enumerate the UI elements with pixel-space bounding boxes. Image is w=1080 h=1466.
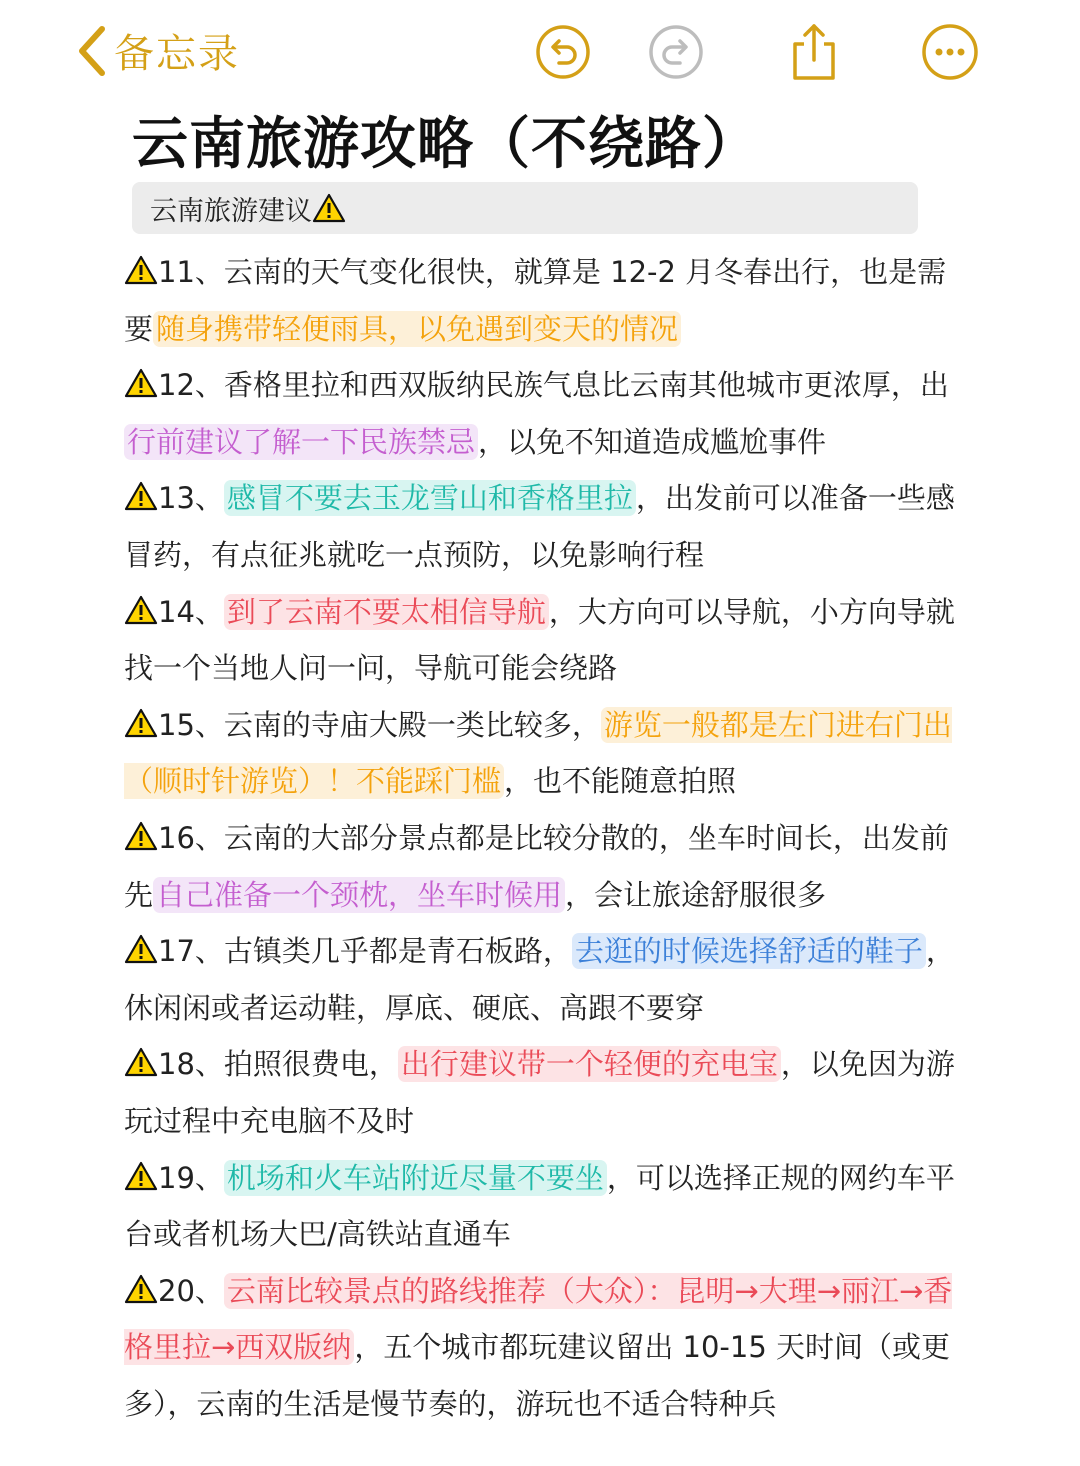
tip-highlight: 自己准备一个颈枕，坐车时候用 — [153, 877, 565, 913]
share-icon — [785, 20, 843, 84]
back-button[interactable] — [74, 22, 240, 79]
tip-item — [124, 357, 964, 470]
more-button[interactable] — [920, 22, 980, 82]
more-icon — [920, 22, 980, 82]
tip-item — [124, 810, 964, 923]
tip-text: 12、香格里拉和西双版纳民族气息比云南其他城市更浓厚，出 — [158, 368, 949, 403]
tip-text: ，休闲闲或者运动鞋，厚底、硬底、高跟不要穿 — [124, 934, 955, 1025]
tip-text: ，五个城市都玩建议留出 10-15 天时间（或更多），云南的生活是慢节奏的，游玩也不适合特种兵 — [124, 1330, 951, 1421]
tip-text: 17、古镇类几乎都是青石板路， — [158, 934, 572, 969]
tip-text: 20、 — [158, 1273, 224, 1308]
tip-text: 16、云南的大部分景点都是比较分散的，坐车时间长，出发前先 — [124, 820, 949, 912]
warning-icon — [312, 193, 346, 223]
tip-text: ，出发前可以准备一些感冒药，有点征兆就吃一点预防，以免影响行程 — [124, 481, 955, 572]
warning-icon — [124, 368, 158, 398]
undo-icon — [534, 23, 592, 81]
top-toolbar — [0, 0, 1080, 110]
chevron-left-icon — [74, 23, 108, 79]
tip-item — [124, 1036, 964, 1149]
tip-highlight: 感冒不要去玉龙雪山和香格里拉 — [224, 480, 636, 516]
warning-icon — [124, 708, 158, 738]
tip-text: ，大方向可以导航，小方向导就找一个当地人问一问，导航可能会绕路 — [124, 594, 955, 686]
undo-button[interactable] — [533, 22, 593, 82]
tip-highlight: 随身携带轻便雨具，以免遇到变天的情况 — [153, 311, 681, 347]
tip-text: ，以免不知道造成尴尬事件 — [478, 424, 827, 459]
back-label: 备忘录 — [114, 31, 240, 77]
tip-text: 14、 — [158, 594, 224, 629]
tip-item — [124, 244, 964, 357]
warning-icon — [124, 1161, 158, 1191]
tips-list — [124, 244, 964, 1432]
tip-highlight: 到了云南不要太相信导航 — [224, 594, 549, 630]
tip-highlight: 云南比较景点的路线推荐（大众）：昆明→大理→丽江→香格里拉→西双版纳 — [124, 1273, 953, 1365]
tip-item — [124, 697, 964, 810]
tip-item — [124, 1263, 964, 1433]
warning-icon — [124, 1047, 158, 1077]
tip-item — [124, 1150, 964, 1263]
tip-text: ，也不能随意拍照 — [504, 764, 737, 799]
tip-highlight: 行前建议了解一下民族禁忌 — [124, 424, 478, 460]
warning-icon — [124, 255, 158, 285]
redo-button[interactable] — [646, 22, 706, 82]
tip-text: 19、 — [158, 1160, 224, 1195]
tip-text: 18、拍照很费电， — [158, 1047, 398, 1082]
tip-highlight: 去逛的时候选择舒适的鞋子 — [572, 933, 926, 969]
redo-icon — [647, 23, 705, 81]
share-button[interactable] — [784, 22, 844, 82]
tip-item — [124, 584, 964, 697]
tip-text: ，以免因为游玩过程中充电脑不及时 — [124, 1047, 955, 1138]
warning-icon — [124, 934, 158, 964]
warning-icon — [124, 481, 158, 511]
tip-highlight: 机场和火车站附近尽量不要坐 — [224, 1160, 607, 1196]
tip-item — [124, 470, 964, 583]
tip-text: 13、 — [158, 481, 224, 516]
warning-icon — [124, 821, 158, 851]
tip-text: ，可以选择正规的网约车平台或者机场大巴/高铁站直通车 — [124, 1160, 955, 1252]
tip-highlight: 游览一般都是左门进右门出（顺时针游览）！不能踩门槛 — [124, 707, 952, 799]
tip-item — [124, 923, 964, 1036]
warning-icon — [124, 595, 158, 625]
tip-text: ，会让旅途舒服很多 — [565, 877, 827, 912]
warning-icon — [124, 1274, 158, 1304]
tip-highlight: 出行建议带一个轻便的充电宝 — [398, 1046, 781, 1082]
note-title: 云南旅游攻略（不绕路） — [132, 112, 759, 177]
tip-text: 11、云南的天气变化很快，就算是 12-2 月冬春出行，也是需要 — [124, 255, 947, 346]
tip-text: 15、云南的寺庙大殿一类比较多， — [158, 707, 601, 742]
subtitle-text: 云南旅游建议 — [150, 195, 312, 227]
subtitle-block — [132, 182, 918, 234]
